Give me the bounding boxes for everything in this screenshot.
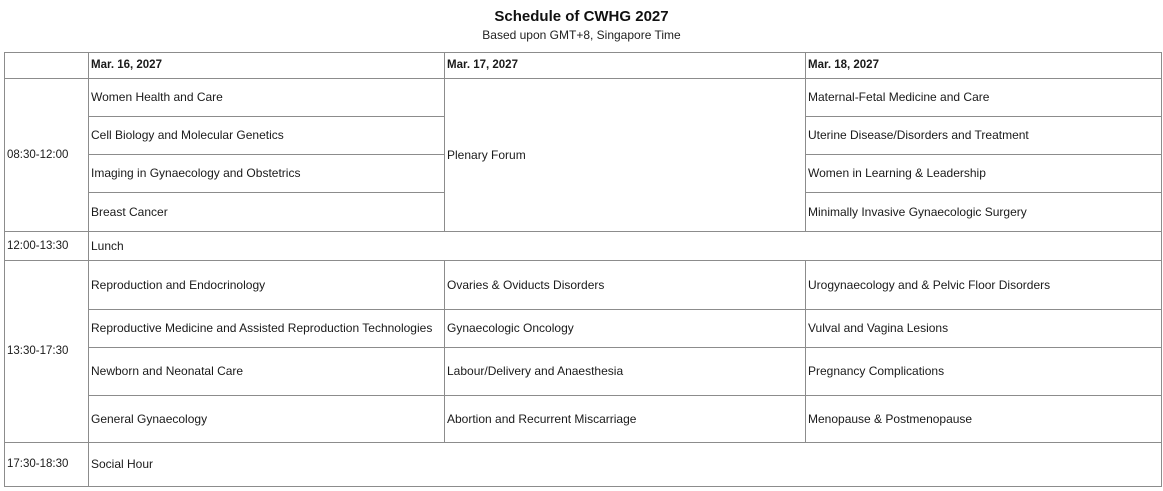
session-cell: Newborn and Neonatal Care [89,348,445,396]
table-row [5,261,1162,310]
table-row [5,79,1162,117]
session-cell: Uterine Disease/Disorders and Treatment [806,117,1162,155]
time-column-header [5,53,89,79]
table-row [5,396,1162,443]
date-header-mar18: Mar. 18, 2027 [806,53,1162,79]
session-cell: Reproductive Medicine and Assisted Reproduction Technologies [89,310,445,348]
session-cell: Reproduction and Endocrinology [89,261,445,310]
time-slot-morning: 08:30-12:00 [5,79,89,232]
page-title: Schedule of CWHG 2027 [494,8,669,25]
table-row [5,348,1162,396]
page-subtitle: Based upon GMT+8, Singapore Time [482,28,681,42]
time-slot-social: 17:30-18:30 [5,443,89,487]
session-cell: Women in Learning & Leadership [806,155,1162,193]
social-hour-cell: Social Hour [89,443,1162,487]
table-row [5,310,1162,348]
session-cell: Imaging in Gynaecology and Obstetrics [89,155,445,193]
session-cell: Labour/Delivery and Anaesthesia [445,348,806,396]
schedule-table [4,52,1162,487]
plenary-forum-cell: Plenary Forum [445,79,806,232]
session-cell: Pregnancy Complications [806,348,1162,396]
session-cell: Menopause & Postmenopause [806,396,1162,443]
session-cell: Women Health and Care [89,79,445,117]
lunch-row [5,232,1162,261]
session-cell: Gynaecologic Oncology [445,310,806,348]
session-cell: General Gynaecology [89,396,445,443]
session-cell: Breast Cancer [89,193,445,232]
date-header-mar17: Mar. 17, 2027 [445,53,806,79]
header-row [5,53,1162,79]
lunch-cell: Lunch [89,232,1162,261]
date-header-mar16: Mar. 16, 2027 [89,53,445,79]
time-slot-lunch: 12:00-13:30 [5,232,89,261]
session-cell: Minimally Invasive Gynaecologic Surgery [806,193,1162,232]
session-cell: Cell Biology and Molecular Genetics [89,117,445,155]
social-hour-row [5,443,1162,487]
session-cell: Urogynaecology and & Pelvic Floor Disorders [806,261,1162,310]
session-cell: Abortion and Recurrent Miscarriage [445,396,806,443]
session-cell: Vulval and Vagina Lesions [806,310,1162,348]
session-cell: Maternal-Fetal Medicine and Care [806,79,1162,117]
time-slot-afternoon: 13:30-17:30 [5,261,89,443]
session-cell: Ovaries & Oviducts Disorders [445,261,806,310]
